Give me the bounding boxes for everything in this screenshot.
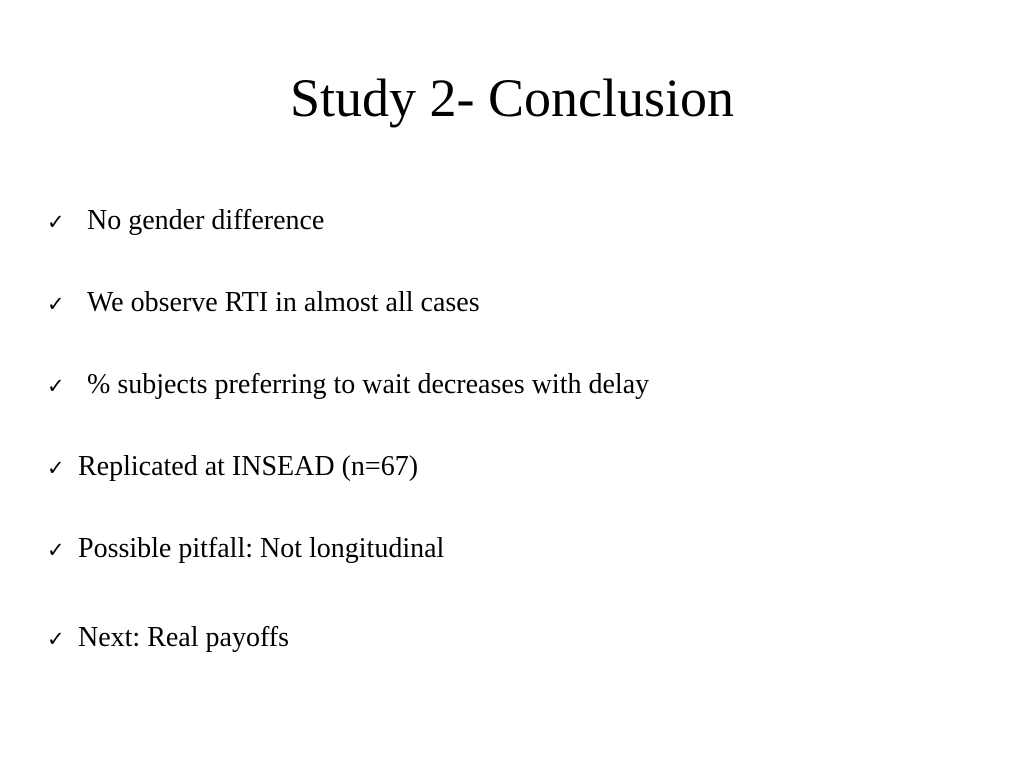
bullet-item [47, 621, 289, 656]
bullet-text: Replicated at INSEAD (n=67) [78, 451, 419, 482]
bullet-item [47, 286, 480, 321]
checkmark-icon: ✓ [47, 292, 65, 316]
bullet-item [47, 450, 418, 485]
checkmark-icon: ✓ [47, 538, 65, 562]
bullet-item [47, 532, 444, 567]
bullet-text: We observe RTI in almost all cases [87, 287, 480, 318]
checkmark-icon: ✓ [47, 456, 65, 480]
bullet-text: No gender difference [87, 205, 325, 236]
bullet-text: Possible pitfall: Not longitudinal [78, 533, 445, 564]
bullet-text: Next: Real payoffs [78, 622, 289, 653]
checkmark-icon: ✓ [47, 374, 65, 398]
bullet-text: % subjects preferring to wait decreases with delay [87, 369, 650, 400]
bullet-item [47, 368, 649, 403]
bullet-item [47, 204, 324, 239]
slide-title: Study 2- Conclusion [289, 68, 735, 128]
checkmark-icon: ✓ [47, 627, 65, 651]
checkmark-icon: ✓ [47, 210, 65, 234]
